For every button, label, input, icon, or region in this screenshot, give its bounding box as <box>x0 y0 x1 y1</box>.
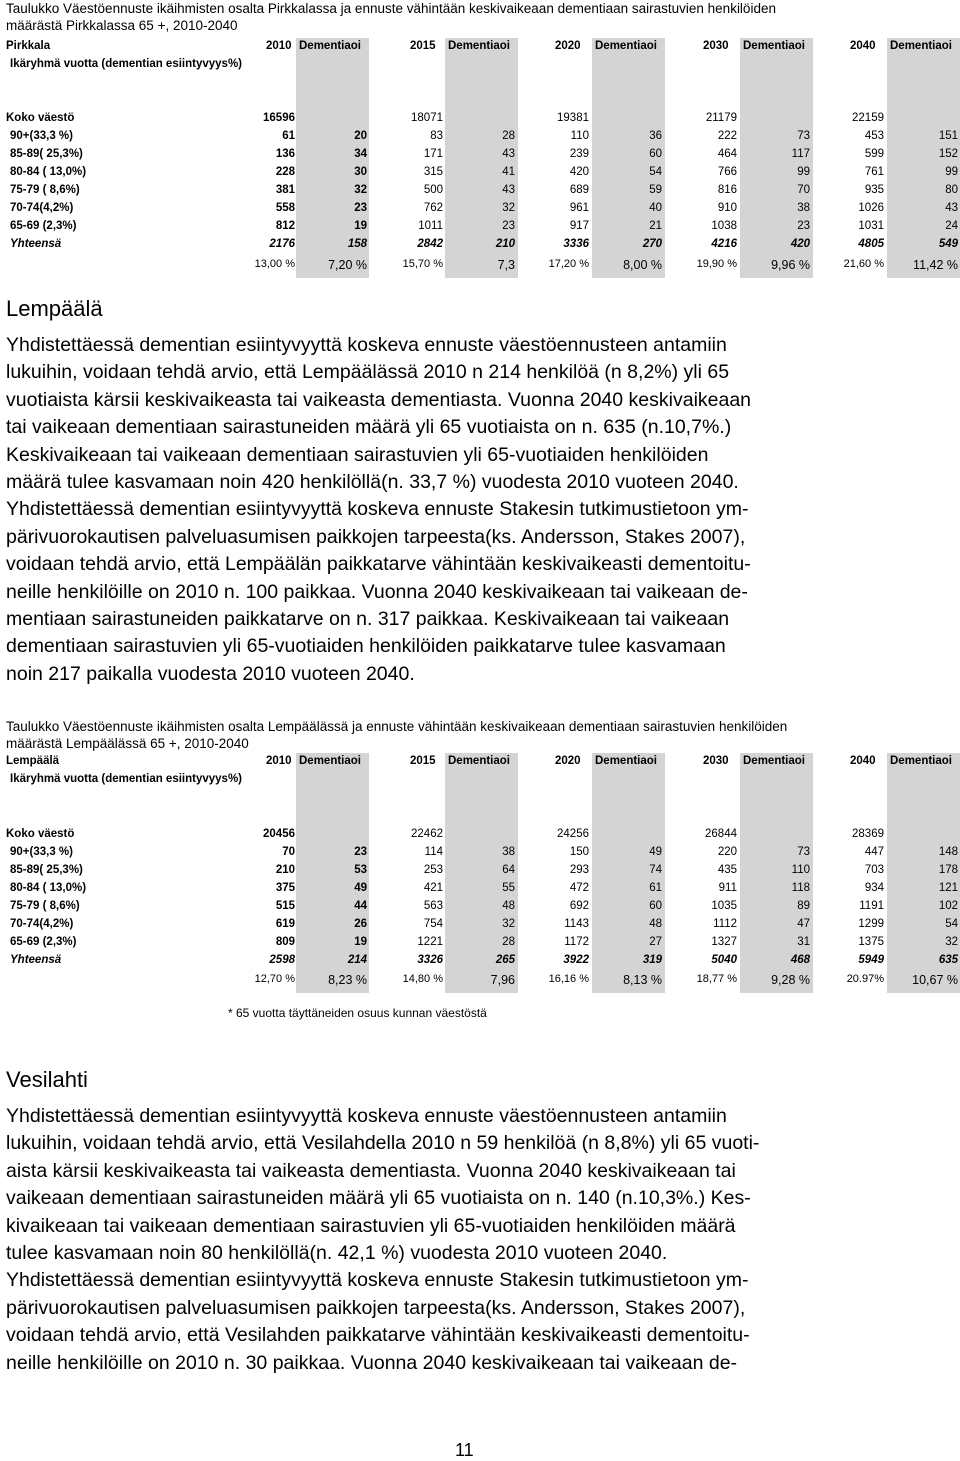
paragraph-line: lukuihin, voidaan tehdä arvio, että Lempäälässä 2010 n 214 henkilöä (n 8,2%) yli 65 <box>6 361 730 384</box>
table1 <box>0 38 960 274</box>
population-cell: 28369 <box>852 828 884 840</box>
dementia-header: Dementiaoi <box>299 40 361 52</box>
population-cell: 1143 <box>564 918 589 930</box>
dementia-cell: 151 <box>938 130 958 142</box>
dementia-cell: 270 <box>642 238 662 250</box>
population-cell: 420 <box>569 166 589 178</box>
dementia-cell: 38 <box>797 202 810 214</box>
paragraph-line: aista kärsii keskivaikeasta tai vaikeasta dementiasta. Vuonna 2040 keskivaikeaan tai <box>6 1159 736 1182</box>
paragraph-line: pärivuorokautisen palveluasumisen paikkojen tarpeesta(ks. Andersson, Stakes 2007), <box>6 1296 746 1319</box>
population-cell: 1038 <box>711 220 737 232</box>
dementia-cell: 34 <box>354 148 367 160</box>
dementia-cell: 19 <box>354 220 367 232</box>
row-label: Koko väestö <box>6 112 75 124</box>
dementia-cell: 49 <box>649 846 662 858</box>
dementia-cell: 49 <box>354 882 367 894</box>
population-cell: 239 <box>569 148 589 160</box>
dementia-cell: 214 <box>347 954 367 966</box>
paragraph-line: neille henkilöille on 2010 n. 100 paikkaa. Vuonna 2040 keskivaikeaan tai vaikeaan de- <box>6 580 748 603</box>
dementia-cell: 64 <box>502 864 515 876</box>
dementia-cell: 24 <box>945 220 958 232</box>
population-cell: 563 <box>423 900 443 912</box>
year-header: 2040 <box>850 40 876 52</box>
dementia-cell: 43 <box>502 148 515 160</box>
population-cell: 3336 <box>563 238 589 250</box>
dementia-header: Dementiaoi <box>595 40 657 52</box>
row-label: 80-84 ( 13,0%) <box>10 882 87 894</box>
dementia-cell: 468 <box>790 954 810 966</box>
row-label: 70-74(4,2%) <box>10 202 74 214</box>
dementia-share-cell: 7,20 % <box>328 258 367 272</box>
dementia-cell: 178 <box>938 864 958 876</box>
dementia-cell: 32 <box>354 184 367 196</box>
paragraph-line: voidaan tehdä arvio, että Vesilahden paikkatarve vähintään keskivaikeasti dementoitu- <box>6 1324 750 1347</box>
population-cell: 911 <box>718 882 737 894</box>
dementia-cell: 44 <box>354 900 367 912</box>
dementia-cell: 43 <box>945 202 958 214</box>
year-header: 2015 <box>410 40 436 52</box>
population-cell: 171 <box>423 148 443 160</box>
dementia-cell: 32 <box>945 936 958 948</box>
dementia-header: Dementiaoi <box>595 755 657 767</box>
population-cell: 1112 <box>713 918 737 930</box>
population-cell: 754 <box>423 918 443 930</box>
row-label: 65-69 (2,3%) <box>10 936 77 948</box>
year-header: 2030 <box>703 40 729 52</box>
population-cell: 375 <box>275 882 295 894</box>
population-cell: 83 <box>430 130 443 142</box>
dementia-cell: 102 <box>938 900 958 912</box>
population-cell: 692 <box>569 900 589 912</box>
year-header: 2030 <box>703 755 729 767</box>
population-cell: 5949 <box>858 954 884 966</box>
dementia-cell: 30 <box>354 166 367 178</box>
population-cell: 558 <box>275 202 295 214</box>
caption-line: Taulukko Väestöennuste ikäihmisten osalta Lempäälässä ja ennuste vähintään keskivaikeaan dementiaan sairastuvien henkilöiden <box>6 719 788 734</box>
population-cell: 515 <box>275 900 295 912</box>
population-cell: 136 <box>275 148 295 160</box>
population-cell: 110 <box>570 130 589 142</box>
population-cell: 934 <box>864 882 884 894</box>
population-cell: 150 <box>569 846 589 858</box>
dementia-cell: 32 <box>502 202 515 214</box>
elderly-share-cell: 17,20 % <box>548 258 589 270</box>
dementia-cell: 20 <box>354 130 367 142</box>
population-cell: 1327 <box>711 936 737 948</box>
population-cell: 599 <box>864 148 884 160</box>
population-cell: 19381 <box>557 112 589 124</box>
year-header: 2020 <box>555 755 581 767</box>
population-cell: 22159 <box>852 112 884 124</box>
population-cell: 3326 <box>417 954 443 966</box>
dementia-share-cell: 9,96 % <box>771 258 810 272</box>
population-cell: 464 <box>717 148 737 160</box>
elderly-share-cell: 18,77 % <box>696 973 737 985</box>
population-cell: 1035 <box>711 900 737 912</box>
dementia-cell: 99 <box>945 166 958 178</box>
population-cell: 293 <box>569 864 589 876</box>
dementia-share-cell: 9,28 % <box>771 973 810 987</box>
section-heading-lempaala: Lempäälä <box>6 296 103 321</box>
paragraph-line: Yhdistettäessä dementian esiintyvyyttä koskeva ennuste väestöennusteen antamiin <box>6 334 727 356</box>
population-cell: 816 <box>717 184 737 196</box>
row-label: 65-69 (2,3%) <box>10 220 77 232</box>
row-label: 90+(33,3 %) <box>10 846 73 858</box>
paragraph-line: Keskivaikeaan tai vaikeaan dementiaan sairastuvien yli 65-vuotiaiden henkilöiden <box>6 443 709 466</box>
population-cell: 381 <box>275 184 295 196</box>
paragraph-line: voidaan tehdä arvio, että Lempäälän paikkatarve vähintään keskivaikeasti dementoitu- <box>6 553 751 576</box>
row-label: 75-79 ( 8,6%) <box>10 900 80 912</box>
dementia-cell: 158 <box>347 238 367 250</box>
population-cell: 22462 <box>411 828 443 840</box>
dementia-cell: 635 <box>938 954 958 966</box>
population-cell: 3922 <box>563 954 589 966</box>
population-cell: 16596 <box>263 112 295 124</box>
dementia-cell: 38 <box>502 846 515 858</box>
dementia-share-cell: 10,67 % <box>912 973 958 987</box>
year-header: 2010 <box>266 755 292 767</box>
dementia-cell: 48 <box>502 900 515 912</box>
dementia-cell: 40 <box>649 202 662 214</box>
dementia-header: Dementiaoi <box>299 755 361 767</box>
dementia-header: Dementiaoi <box>890 40 952 52</box>
population-cell: 1299 <box>858 918 884 930</box>
dementia-share-cell: 8,13 % <box>623 973 662 987</box>
dementia-cell: 117 <box>791 148 810 160</box>
population-cell: 210 <box>275 864 295 876</box>
dementia-cell: 36 <box>649 130 662 142</box>
elderly-share-cell: 15,70 % <box>402 258 443 270</box>
caption-line: määrästä Lempäälässä 65 +, 2010-2040 <box>6 736 249 751</box>
row-label: 80-84 ( 13,0%) <box>10 166 87 178</box>
dementia-cell: 148 <box>938 846 958 858</box>
dementia-cell: 32 <box>502 918 515 930</box>
population-cell: 61 <box>282 130 295 142</box>
paragraph-line: tai vaikeaan dementiaan sairastuneiden määrä yli 65 vuotiaista on n. 635 (n.10,7%.) <box>6 416 732 439</box>
dementia-cell: 89 <box>797 900 810 912</box>
dementia-header: Dementiaoi <box>890 755 952 767</box>
dementia-share-cell: 7,3 <box>497 258 515 272</box>
population-cell: 114 <box>424 846 443 858</box>
dementia-cell: 28 <box>502 936 515 948</box>
population-cell: 1191 <box>859 900 884 912</box>
row-label: 90+(33,3 %) <box>10 130 73 142</box>
paragraph-line: Yhdistettäessä dementian esiintyvyyttä koskeva ennuste Stakesin tutkimustietoon ym- <box>6 1269 749 1292</box>
paragraph-line: Yhdistettäessä dementian esiintyvyyttä koskeva ennuste väestöennusteen antamiin <box>6 1105 727 1127</box>
table1-caption <box>6 0 776 34</box>
dementia-cell: 54 <box>649 166 662 178</box>
population-cell: 220 <box>717 846 737 858</box>
population-cell: 2842 <box>417 238 443 250</box>
population-cell: 21179 <box>705 112 737 124</box>
dementia-share-cell: 8,23 % <box>328 973 367 987</box>
row-label: Yhteensä <box>10 238 62 250</box>
population-cell: 910 <box>717 202 737 214</box>
dementia-cell: 60 <box>649 900 662 912</box>
row-label: 70-74(4,2%) <box>10 918 74 930</box>
paragraph-line: tulee kasvamaan noin 80 henkilöllä(n. 42,1 %) vuodesta 2010 vuoteen 2040. <box>6 1242 668 1265</box>
paragraph-line: pärivuorokautisen palveluasumisen paikkojen tarpeesta(ks. Andersson, Stakes 2007), <box>6 525 746 548</box>
dementia-cell: 74 <box>649 864 662 876</box>
dementia-cell: 73 <box>797 846 810 858</box>
population-cell: 766 <box>717 166 737 178</box>
population-cell: 315 <box>423 166 443 178</box>
population-cell: 1011 <box>418 220 443 232</box>
dementia-cell: 43 <box>502 184 515 196</box>
row-label: 75-79 ( 8,6%) <box>10 184 80 196</box>
population-cell: 447 <box>864 846 884 858</box>
population-cell: 762 <box>423 202 443 214</box>
dementia-cell: 28 <box>502 130 515 142</box>
dementia-cell: 319 <box>642 954 662 966</box>
population-cell: 5040 <box>711 954 737 966</box>
dementia-cell: 23 <box>502 220 515 232</box>
dementia-cell: 31 <box>797 936 810 948</box>
dementia-cell: 21 <box>649 220 662 232</box>
elderly-share-cell: 12,70 % <box>254 973 295 985</box>
dementia-cell: 26 <box>354 918 367 930</box>
row-label: Koko väestö <box>6 828 75 840</box>
population-cell: 421 <box>423 882 443 894</box>
dementia-share-cell: 8,00 % <box>623 258 662 272</box>
paragraph-line: kivaikeaan tai vaikeaan dementiaan sairastuvien yli 65-vuotiaiden henkilöiden määrä <box>6 1214 736 1237</box>
dementia-cell: 23 <box>797 220 810 232</box>
paragraph-line: neille henkilöille on 2010 n. 30 paikkaa. Vuonna 2040 keskivaikeaan tai vaikeaan de- <box>6 1351 738 1374</box>
population-cell: 1375 <box>858 936 884 948</box>
dementia-cell: 59 <box>649 184 662 196</box>
row-label: Yhteensä <box>10 954 62 966</box>
dementia-cell: 110 <box>791 864 810 876</box>
population-cell: 1026 <box>858 202 884 214</box>
dementia-cell: 55 <box>502 882 515 894</box>
dementia-cell: 41 <box>502 166 515 178</box>
elderly-share-cell: 13,00 % <box>254 258 295 270</box>
dementia-cell: 27 <box>649 936 662 948</box>
population-cell: 253 <box>423 864 443 876</box>
table2-caption <box>6 718 787 752</box>
population-cell: 228 <box>275 166 295 178</box>
year-header: 2010 <box>266 40 292 52</box>
paragraph-line: dementiaan sairastuvien yli 65-vuotiaiden henkilöiden paikkatarve tulee kasvamaan <box>6 635 726 658</box>
population-cell: 689 <box>569 184 589 196</box>
population-cell: 809 <box>275 936 295 948</box>
row-label: 85-89( 25,3%) <box>10 864 83 876</box>
dementia-cell: 23 <box>354 202 367 214</box>
population-cell: 20456 <box>263 828 295 840</box>
population-cell: 917 <box>569 220 589 232</box>
population-cell: 24256 <box>557 828 589 840</box>
vesilahti-paragraph <box>6 1103 956 1377</box>
section-heading-vesilahti: Vesilahti <box>6 1067 88 1092</box>
dementia-cell: 60 <box>649 148 662 160</box>
table-region-label: Lempäälä <box>6 755 60 767</box>
paragraph-line: vaikeaan dementiaan sairastuneiden määrä yli 65 vuotiaista on n. 140 (n.10,3%.) Kes- <box>6 1187 751 1210</box>
dementia-cell: 23 <box>354 846 367 858</box>
dementia-cell: 53 <box>354 864 367 876</box>
dementia-share-cell: 7,96 <box>490 973 515 987</box>
population-cell: 2176 <box>269 238 295 250</box>
dementia-header: Dementiaoi <box>448 40 510 52</box>
population-cell: 812 <box>275 220 295 232</box>
paragraph-line: lukuihin, voidaan tehdä arvio, että Vesilahdella 2010 n 59 henkilöä (n 8,8%) yli 65 vuoti- <box>6 1132 760 1155</box>
dementia-cell: 121 <box>938 882 958 894</box>
population-cell: 70 <box>282 846 295 858</box>
table2 <box>0 753 960 993</box>
dementia-cell: 73 <box>797 130 810 142</box>
table-subheader: Ikäryhmä vuotta (dementian esiintyvyys%) <box>10 58 242 70</box>
dementia-share-cell: 11,42 % <box>913 258 958 272</box>
population-cell: 961 <box>569 202 589 214</box>
row-label: 85-89( 25,3%) <box>10 148 83 160</box>
population-cell: 500 <box>423 184 443 196</box>
paragraph-line: määrä tulee kasvamaan noin 420 henkilöllä(n. 33,7 %) vuodesta 2010 vuoteen 2040. <box>6 471 739 494</box>
population-cell: 935 <box>864 184 884 196</box>
population-cell: 1172 <box>564 936 589 948</box>
paragraph-line: noin 217 paikalla vuodesta 2010 vuoteen 2040. <box>6 662 415 685</box>
population-cell: 761 <box>864 166 884 178</box>
population-cell: 4216 <box>711 238 737 250</box>
page-number: 11 <box>455 1440 474 1460</box>
paragraph-line: mentiaan sairastuneiden paikkatarve on n. 317 paikkaa. Keskivaikeaan tai vaikeaan <box>6 608 730 631</box>
dementia-cell: 54 <box>945 918 958 930</box>
population-cell: 26844 <box>705 828 737 840</box>
paragraph-line: Yhdistettäessä dementian esiintyvyyttä koskeva ennuste Stakesin tutkimustietoon ym- <box>6 498 749 521</box>
population-cell: 222 <box>717 130 737 142</box>
dementia-cell: 70 <box>797 184 810 196</box>
dementia-cell: 61 <box>649 882 662 894</box>
dementia-cell: 47 <box>797 918 810 930</box>
year-header: 2020 <box>555 40 581 52</box>
table2-footnote: * 65 vuotta täyttäneiden osuus kunnan väestöstä <box>228 1006 487 1020</box>
population-cell: 619 <box>275 918 295 930</box>
caption-line: määrästä Pirkkalassa 65 +, 2010-2040 <box>6 18 238 33</box>
dementia-cell: 210 <box>495 238 515 250</box>
dementia-header: Dementiaoi <box>448 755 510 767</box>
dementia-cell: 420 <box>790 238 810 250</box>
population-cell: 703 <box>864 864 884 876</box>
dementia-header: Dementiaoi <box>743 755 805 767</box>
dementia-cell: 48 <box>649 918 662 930</box>
dementia-header: Dementiaoi <box>743 40 805 52</box>
table-subheader: Ikäryhmä vuotta (dementian esiintyvyys%) <box>10 773 242 785</box>
elderly-share-cell: 21,60 % <box>843 258 884 270</box>
paragraph-line: vuotiaista kärsii keskivaikeasta tai vaikeasta dementiasta. Vuonna 2040 keskivaikeaan <box>6 388 752 411</box>
dementia-cell: 118 <box>791 882 810 894</box>
year-header: 2040 <box>850 755 876 767</box>
table-region-label: Pirkkala <box>6 40 51 52</box>
elderly-share-cell: 19,90 % <box>696 258 737 270</box>
lempaala-paragraph <box>6 332 956 688</box>
elderly-share-cell: 14,80 % <box>402 973 443 985</box>
population-cell: 435 <box>717 864 737 876</box>
population-cell: 1221 <box>417 936 443 948</box>
population-cell: 1031 <box>858 220 884 232</box>
population-cell: 453 <box>864 130 884 142</box>
population-cell: 2598 <box>269 954 295 966</box>
caption-line: Taulukko Väestöennuste ikäihmisten osalta Pirkkalassa ja ennuste vähintään keskivaikeaan dementiaan sairastuvien henkilöiden <box>6 1 776 16</box>
dementia-cell: 99 <box>797 166 810 178</box>
population-cell: 472 <box>569 882 589 894</box>
dementia-cell: 80 <box>945 184 958 196</box>
dementia-cell: 19 <box>354 936 367 948</box>
dementia-cell: 549 <box>938 238 958 250</box>
dementia-cell: 152 <box>938 148 958 160</box>
elderly-share-cell: 16,16 % <box>548 973 589 985</box>
population-cell: 18071 <box>411 112 443 124</box>
elderly-share-cell: 20.97% <box>846 973 884 985</box>
dementia-cell: 265 <box>495 954 515 966</box>
population-cell: 4805 <box>858 238 884 250</box>
year-header: 2015 <box>410 755 436 767</box>
